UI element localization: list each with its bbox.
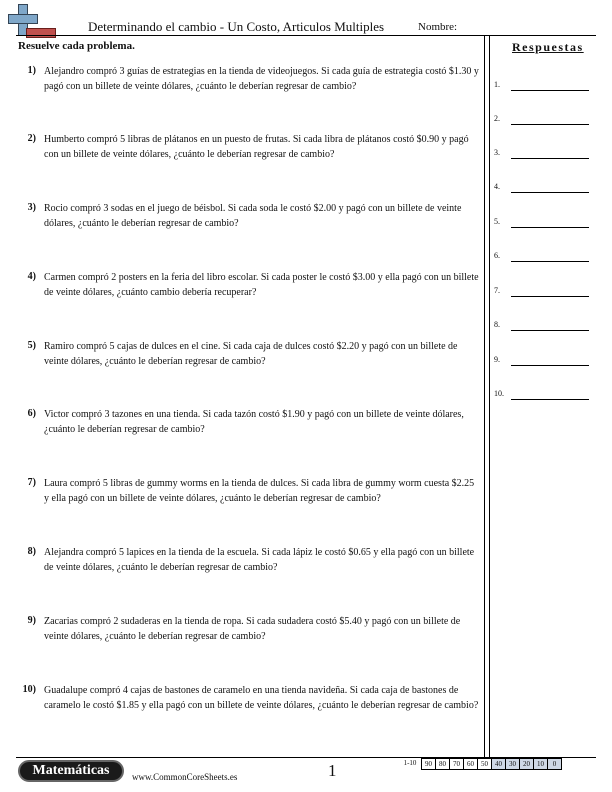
answer-column-divider-inner [489, 36, 490, 758]
score-cell: 40 [491, 758, 506, 770]
answer-slot-10[interactable] [494, 389, 594, 403]
worksheet-title: Determinando el cambio - Un Costo, Articulos Multiples [88, 19, 385, 34]
answer-number: 8. [494, 320, 500, 329]
answer-slot-8[interactable] [494, 320, 594, 334]
page-number: 1 [328, 761, 337, 780]
footer-url: www.CommonCoreSheets.es [132, 772, 238, 782]
answer-slot-5[interactable] [494, 217, 594, 231]
answer-line[interactable] [511, 399, 589, 400]
answer-line[interactable] [511, 261, 589, 262]
problem-text: Ramiro compró 5 cajas de dulces en el cine. Si cada caja de dulces costó $2.20 y pagó con un billete de veinte dólares, ¿cuánto le deberían regresar de cambio? [44, 341, 458, 367]
score-cell: 30 [505, 758, 520, 770]
answer-line[interactable] [511, 124, 589, 125]
subject-badge: Matemáticas [18, 760, 124, 782]
answer-number: 1. [494, 80, 500, 89]
problem-number: 4) [27, 271, 36, 282]
answer-line[interactable] [511, 227, 589, 228]
score-cell: 70 [449, 758, 464, 770]
answer-slot-7[interactable] [494, 286, 594, 300]
score-range-label: 1-10 [403, 759, 417, 767]
problem-number: 5) [27, 340, 36, 351]
instructions: Resuelve cada problema. [18, 40, 135, 52]
problem-text: Zacarias compró 2 sudaderas en la tienda de ropa. Si cada sudadera costó $5.40 y pagó con un billete de veinte dólares, ¿cuánto le deberían regresar de cambio? [44, 616, 461, 642]
problem-number: 9) [27, 615, 36, 626]
score-cell: 60 [463, 758, 478, 770]
score-cell: 90 [421, 758, 436, 770]
answer-number: 6. [494, 251, 500, 260]
problem-number: 2) [27, 133, 36, 144]
answer-number: 3. [494, 148, 500, 157]
problem-number: 1) [27, 65, 36, 76]
answer-number: 4. [494, 182, 500, 191]
answer-slot-3[interactable] [494, 148, 594, 162]
problem-text: Victor compró 3 tazones en una tienda. Si cada tazón costó $1.90 y pagó con un billete de veinte dólares, ¿cuánto le deberían regresar de cambio? [44, 409, 464, 435]
score-cell: 80 [435, 758, 450, 770]
header-divider [16, 35, 596, 36]
answer-column-divider [484, 36, 485, 758]
problem-number: 10) [22, 684, 36, 695]
score-cell: 0 [547, 758, 562, 770]
answer-line[interactable] [511, 330, 589, 331]
answer-line[interactable] [511, 158, 589, 159]
score-cell: 50 [477, 758, 492, 770]
answer-slot-6[interactable] [494, 251, 594, 265]
name-label: Nombre: [418, 21, 458, 33]
problem-text: Laura compró 5 libras de gummy worms en la tienda de dulces. Si cada libra de gummy worm cuesta $2.25 y ella pagó con un billete de veinte dólares, ¿cuánto le deberían regresar de cambio? [44, 478, 475, 504]
answer-number: 2. [494, 114, 500, 123]
problem-number: 3) [27, 202, 36, 213]
problem-number: 8) [27, 546, 36, 557]
answer-line[interactable] [511, 296, 589, 297]
problem-text: Carmen compró 2 posters en la feria del libro escolar. Si cada poster le costó $3.00 y ella pagó con un billete de veinte dólares, ¿cuánto cambio debería recuperar? [44, 272, 479, 298]
problem-number: 6) [27, 408, 36, 419]
answer-number: 9. [494, 355, 500, 364]
answer-number: 7. [494, 286, 500, 295]
problem-text: Guadalupe compró 4 cajas de bastones de caramelo en una tienda navideña. Si cada caja de bastones de caramelo le costó $1.85 y ella pagó con un billete de veinte dólares, ¿cuánto le deberían regresar de cambio? [44, 685, 479, 711]
score-cell: 20 [519, 758, 534, 770]
answer-number: 10. [494, 389, 504, 398]
answers-title: Respuestas [512, 40, 584, 54]
answer-line[interactable] [511, 90, 589, 91]
problem-number: 7) [27, 477, 36, 488]
problem-text: Alejandro compró 3 guías de estrategias en la tienda de videojuegos. Si cada guía de estrategia costó $1.30 y pagó con un billete de veinte dólares, ¿cuánto le deberían regresar de cambio? [44, 66, 479, 92]
answer-slot-2[interactable] [494, 114, 594, 128]
problem-text: Humberto compró 5 libras de plátanos en un puesto de frutas. Si cada libra de plátanos costó $0.90 y pagó con un billete de veinte dólares, ¿cuánto le deberían regresar de cambio? [44, 134, 469, 160]
score-cell: 10 [533, 758, 548, 770]
answer-slot-1[interactable] [494, 80, 594, 94]
problem-text: Rocio compró 3 sodas en el juego de béisbol. Si cada soda le costó $2.00 y pagó con un billete de veinte dólares, ¿cuánto le deberían regresar de cambio? [44, 203, 462, 229]
problem-text: Alejandra compró 5 lapices en la tienda de la escuela. Si cada lápiz le costó $0.65 y ella pagó con un billete de veinte dólares, ¿cuánto le deberían regresar de cambio? [44, 547, 475, 573]
answer-number: 5. [494, 217, 500, 226]
answer-line[interactable] [511, 365, 589, 366]
answer-slot-9[interactable] [494, 355, 594, 369]
plus-sign-logo-icon [6, 4, 56, 38]
score-table [398, 758, 562, 770]
answer-slot-4[interactable] [494, 182, 594, 196]
answer-line[interactable] [511, 192, 589, 193]
